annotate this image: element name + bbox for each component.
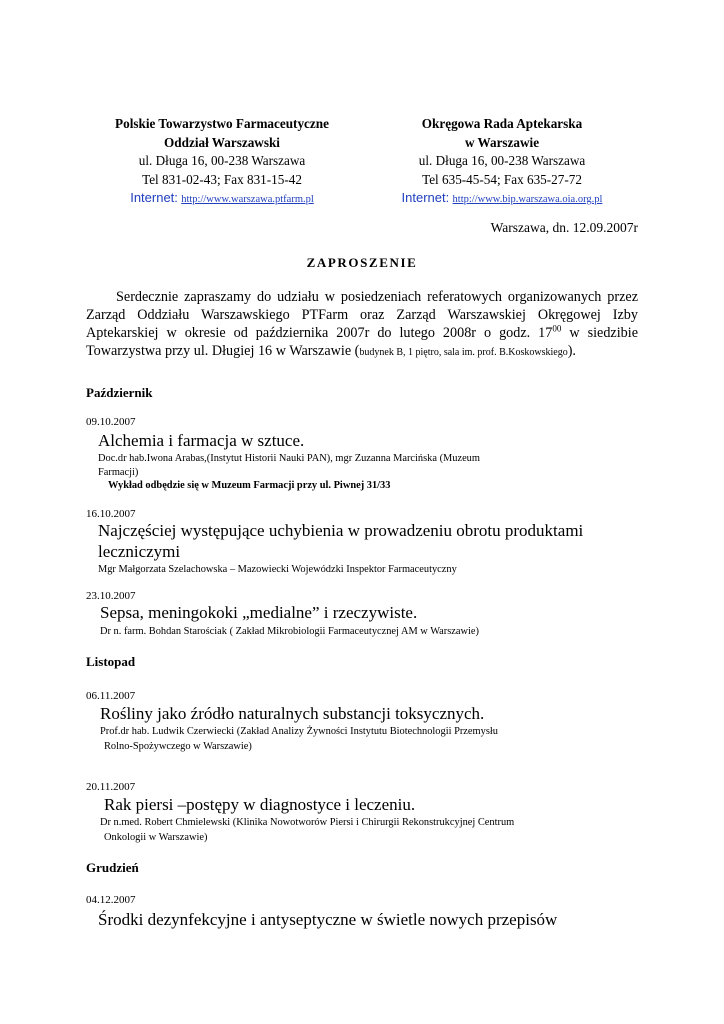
- event-title: Najczęściej występujące uchybienia w prowadzeniu obrotu produktami: [98, 521, 584, 540]
- event-speaker: Mgr Małgorzata Szelachowska – Mazowiecki Wojewódzki Inspektor Farmaceutyczny: [98, 564, 457, 575]
- org-internet: [366, 189, 638, 210]
- intro-text-end: ).: [567, 343, 576, 359]
- month-heading-november: Listopad: [86, 654, 136, 669]
- event-speaker-cont: Farmacji): [98, 467, 139, 478]
- event-date: 23.10.2007: [86, 590, 136, 602]
- org-name: Okręgowa Rada Aptekarska: [421, 116, 583, 131]
- intro-time-sup: 00: [552, 323, 562, 334]
- internet-label: Internet:: [401, 190, 450, 205]
- document-title: ZAPROSZENIE: [306, 255, 418, 270]
- org-name: Polskie Towarzystwo Farmaceutyczne: [115, 116, 329, 131]
- event-title: Rak piersi –postępy w diagnostyce i leczeniu.: [104, 795, 416, 814]
- org-phone: Tel 635-45-54; Fax 635-27-72: [422, 171, 582, 187]
- ptfarm-url-link[interactable]: http://www.warszawa.ptfarm.pl: [181, 194, 314, 205]
- header-oia: [366, 115, 638, 210]
- event-speaker-cont: Rolno-Spożywczego w Warszawie): [104, 741, 252, 752]
- event-speaker-cont: Onkologii w Warszawie): [104, 832, 208, 843]
- event-speaker: Dr n.med. Robert Chmielewski (Klinika Nowotworów Piersi i Chirurgii Rekonstrukcyjnej Centrum: [100, 817, 515, 828]
- event-date: 20.11.2007: [86, 781, 136, 793]
- org-address: ul. Długa 16, 00-238 Warszawa: [138, 153, 306, 168]
- event-title: Środki dezynfekcyjne i antyseptyczne w świetle nowych przepisów: [98, 910, 558, 929]
- month-heading-october: Październik: [86, 385, 153, 400]
- header-ptfarm: [86, 115, 358, 210]
- event-speaker: Doc.dr hab.Iwona Arabas,(Instytut Historii Nauki PAN), mgr Zuzanna Marcińska (Muzeum: [98, 453, 480, 464]
- internet-label: Internet:: [130, 190, 178, 205]
- org-phone: Tel 831-02-43; Fax 831-15-42: [142, 171, 302, 187]
- event-speaker: Dr n. farm. Bohdan Starościak ( Zakład Mikrobiologii Farmaceutycznej AM w Warszawie): [100, 626, 479, 637]
- event-date: 09.10.2007: [86, 416, 136, 428]
- org-internet: [86, 189, 358, 210]
- event-date: 04.12.2007: [86, 894, 136, 906]
- event-title: Sepsa, meningokoki „medialne” i rzeczywiste.: [100, 603, 418, 622]
- oia-url-link[interactable]: http://www.bip.warszawa.oia.org.pl: [452, 194, 603, 205]
- event-note: Wykład odbędzie się w Muzeum Farmacji przy ul. Piwnej 31/33: [108, 480, 391, 491]
- event-speaker: Prof.dr hab. Ludwik Czerwiecki (Zakład Analizy Żywności Instytutu Biotechnologii Przemysłu: [100, 726, 498, 737]
- month-heading-december: Grudzień: [86, 860, 139, 875]
- event-date: 16.10.2007: [86, 508, 136, 520]
- org-branch: w Warszawie: [464, 134, 540, 150]
- event-title: Rośliny jako źródło naturalnych substancji toksycznych.: [100, 704, 485, 723]
- document-date: Warszawa, dn. 12.09.2007r: [490, 220, 638, 235]
- intro-text-after: w siedzibie Towarzystwa przy ul. Długiej 16 w Warszawie (: [86, 325, 639, 359]
- event-title-cont: leczniczymi: [98, 542, 181, 561]
- intro-location-detail: budynek B, 1 piętro, sala im. prof. B.Koskowskiego: [359, 347, 568, 358]
- org-address: ul. Długa 16, 00-238 Warszawa: [418, 153, 586, 168]
- intro-text: Serdecznie zapraszamy do udziału w posiedzeniach referatowych organizowanych przez Zarząd Oddziału Warszawskiego PTFarm oraz Zarząd Warszawskiej Okręgowej Izby Aptekarskiej w okresie od października 2007r do lutego 2008r o godz. 17: [86, 289, 638, 341]
- intro-paragraph: [86, 288, 638, 362]
- org-branch: Oddział Warszawski: [164, 134, 280, 150]
- event-date: 06.11.2007: [86, 690, 136, 702]
- event-title: Alchemia i farmacja w sztuce.: [98, 431, 305, 450]
